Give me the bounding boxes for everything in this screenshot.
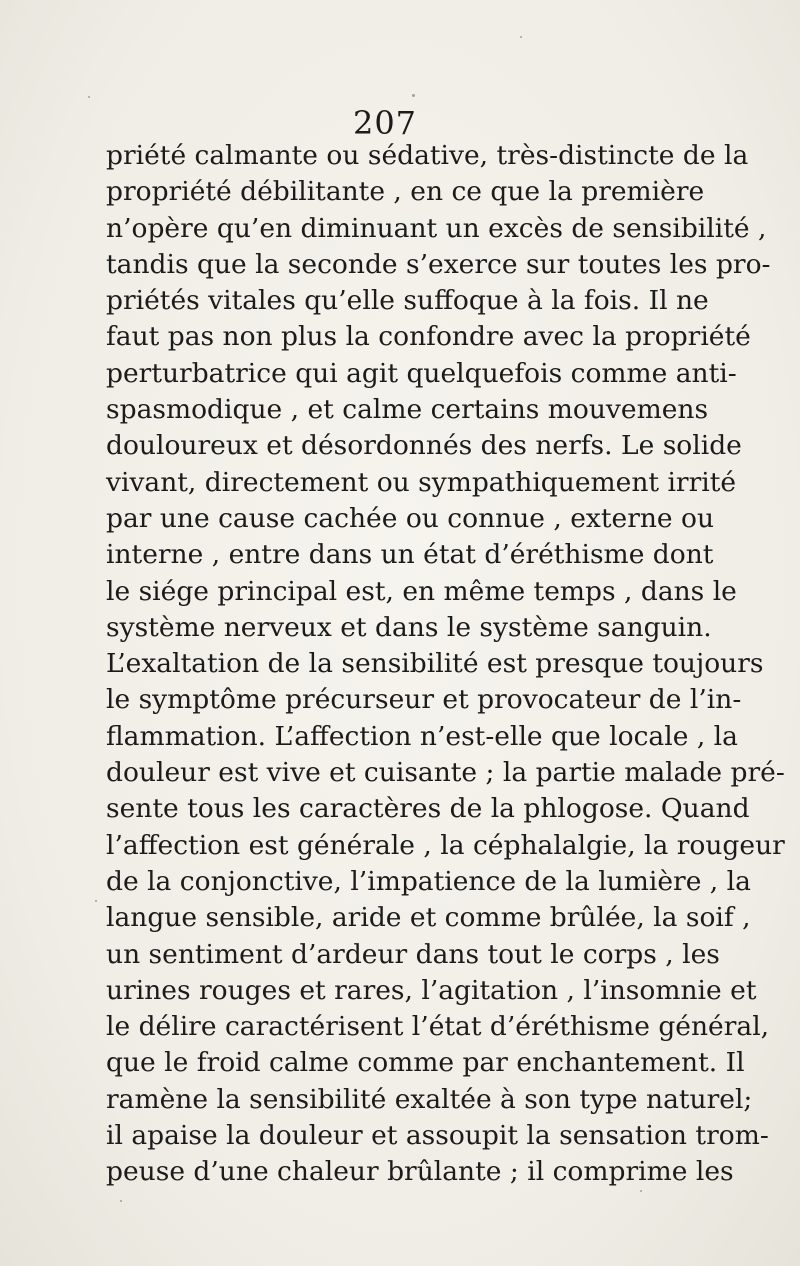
text-line: sente tous les caractères de la phlogose. Quand bbox=[106, 793, 750, 825]
text-line: spasmodique , et calme certains mouvemens bbox=[106, 394, 709, 426]
text-line: l’affection est générale , la céphalalgie, la rougeur bbox=[106, 829, 785, 861]
text-line: le symptôme précurseur et provocateur de l’in- bbox=[106, 684, 742, 716]
text-line: vivant, directement ou sympathiquement irrité bbox=[106, 466, 737, 498]
text-line: priétés vitales qu’elle suffoque à la fois. Il ne bbox=[106, 285, 709, 317]
text-line: interne , entre dans un état d’éréthisme dont bbox=[106, 539, 714, 571]
text-line: le siége principal est, en même temps , dans le bbox=[106, 575, 737, 607]
text-line: priété calmante ou sédative, très-distincte de la bbox=[106, 140, 749, 171]
text-line: de la conjonctive, l’impatience de la lumière , la bbox=[106, 865, 751, 897]
text-line: n’opère qu’en diminuant un excès de sensibilité , bbox=[106, 212, 767, 244]
text-line: que le froid calme comme par enchantement. Il bbox=[106, 1047, 745, 1079]
text-line: peuse d’une chaleur brûlante ; il comprime les bbox=[106, 1156, 734, 1188]
text-line: un sentiment d’ardeur dans tout le corps , les bbox=[106, 938, 720, 970]
text-line: faut pas non plus la confondre avec la propriété bbox=[106, 321, 751, 353]
text-line: douleur est vive et cuisante ; la partie malade pré- bbox=[106, 757, 785, 789]
text-line: langue sensible, aride et comme brûlée, la soif , bbox=[106, 902, 751, 934]
text-line: urines rouges et rares, l’agitation , l’insomnie et bbox=[106, 974, 757, 1006]
text-line: perturbatrice qui agit quelquefois comme anti- bbox=[106, 357, 737, 389]
text-line: système nerveux et dans le système sanguin. bbox=[106, 611, 712, 643]
text-line: propriété débilitante , en ce que la première bbox=[106, 176, 705, 208]
text-line: L’exaltation de la sensibilité est presque toujours bbox=[106, 648, 764, 680]
text-line: par une cause cachée ou connue , externe ou bbox=[106, 502, 715, 534]
text-line: tandis que la seconde s’exerce sur toutes les pro- bbox=[106, 248, 771, 280]
body-text bbox=[106, 138, 785, 1191]
text-line: le délire caractérisent l’état d’éréthisme général, bbox=[106, 1011, 770, 1043]
text-line: flammation. L’affection n’est-elle que locale , la bbox=[106, 720, 738, 752]
page-number: 207 bbox=[352, 104, 418, 142]
text-line: douloureux et désordonnés des nerfs. Le solide bbox=[106, 430, 742, 462]
text-line: il apaise la douleur et assoupit la sensation trom- bbox=[106, 1120, 769, 1152]
text-line: ramène la sensibilité exaltée à son type naturel; bbox=[106, 1083, 753, 1115]
